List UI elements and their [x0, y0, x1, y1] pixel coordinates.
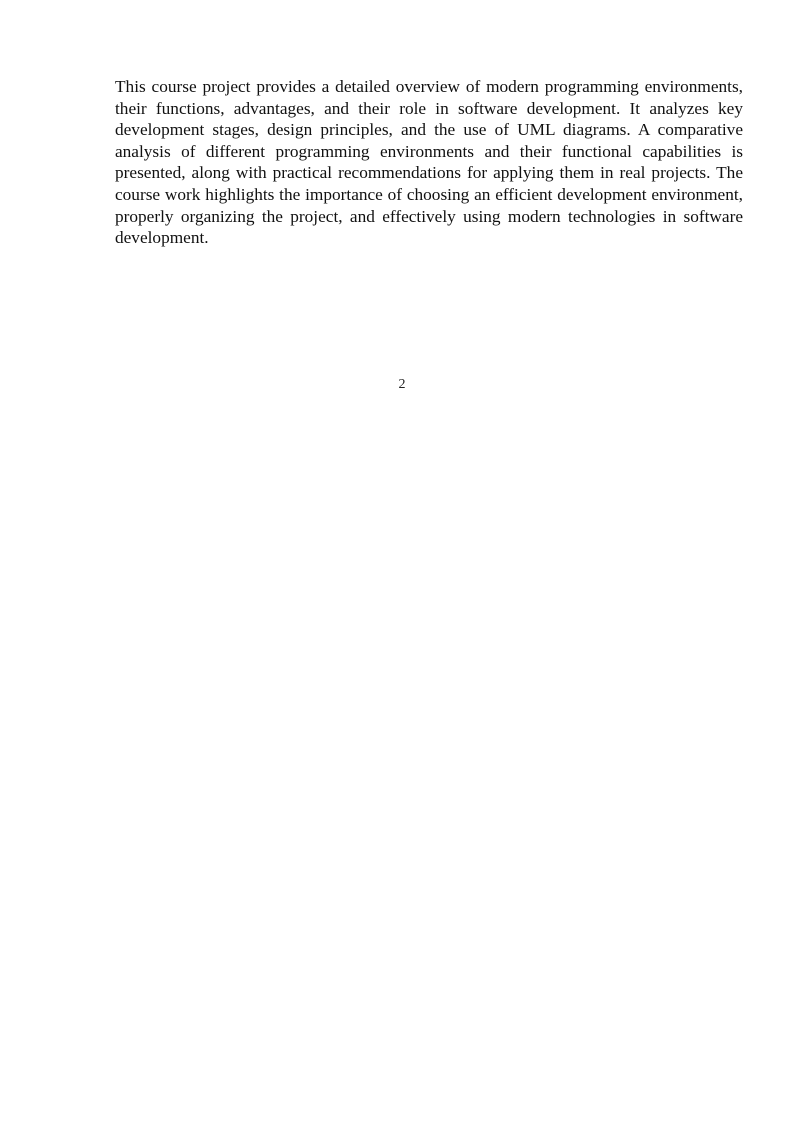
page-number: 2 [398, 377, 406, 392]
abstract-paragraph: This course project provides a detailed overview of modern programming environments, their functions, advantages, and their role in software development. It analyzes key development stages, design principles, and the use of UML diagrams. A comparative analysis of different programming environments and their functional capabilities is presented, along with practical recommendations for applying them in real projects. The course work highlights the importance of choosing an efficient development environment, properly organizing the project, and effectively using modern technologies in software development. [115, 77, 743, 248]
